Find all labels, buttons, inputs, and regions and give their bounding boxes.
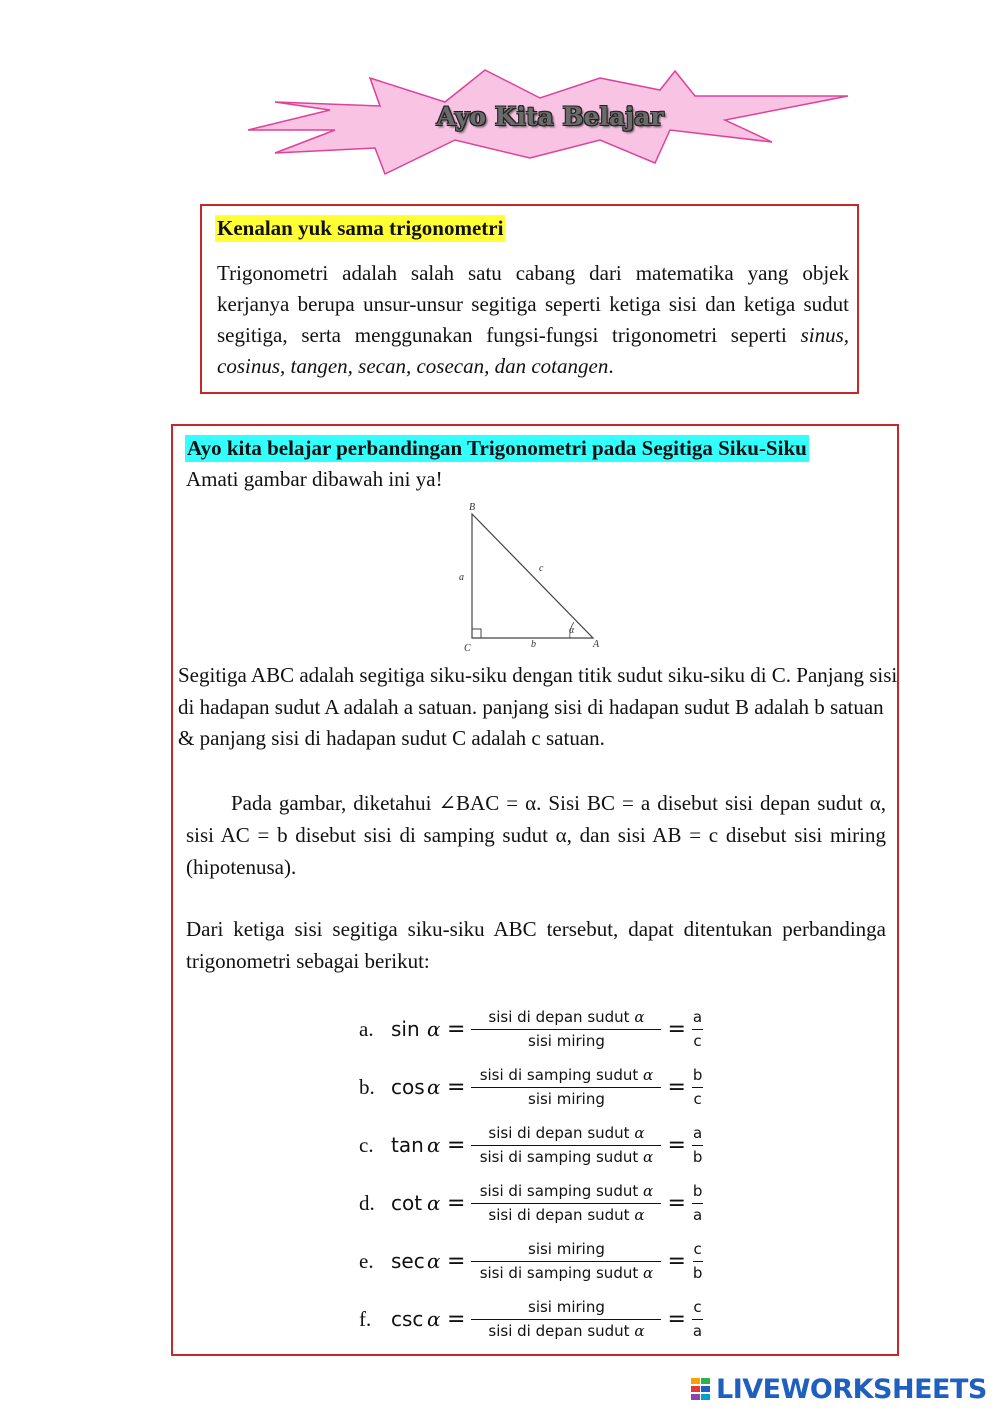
side-b-label: b: [531, 639, 536, 650]
formula-row: f. csc α = $\frac{\text{sisi miring}}{\text{sisi di depan sudut α}}$ = $\frac{c}{a}$: [359, 1297, 703, 1340]
formula-row: a. sin α = $\frac{\text{sisi di depan sudut α}}{\text{sisi miring}}$ = $\frac{a}{c}$: [359, 1007, 703, 1050]
formula-label: c.: [359, 1132, 374, 1157]
intro-paragraph: Trigonometri adalah salah satu cabang dari matematika yang objek kerjanya berupa unsur-unsur segitiga seperti ketiga sisi dan ketiga sudut segitiga, serta menggunakan fungsi-fungsi trigonometri seperti sinus, cosinus, tangen, secan, cosecan, dan cotangen.: [217, 261, 849, 378]
vertex-b-label: B: [469, 502, 476, 513]
formula-function: cos: [391, 1075, 425, 1099]
formula-label: a.: [359, 1016, 374, 1041]
side-fraction: $\frac{b}{a}$: [692, 1181, 703, 1224]
side-fraction: $\frac{c}{b}$: [692, 1239, 703, 1282]
formula-label: e.: [359, 1248, 374, 1273]
angle-alpha-label: α: [569, 625, 575, 636]
side-a-label: a: [459, 572, 464, 583]
formula-label: d.: [359, 1190, 375, 1215]
formula-function: tan: [391, 1133, 424, 1157]
side-fraction: $\frac{a}{b}$: [692, 1123, 703, 1166]
liveworksheets-logo-icon: [690, 1376, 712, 1402]
lesson-subheading: Amati gambar dibawah ini ya!: [186, 467, 443, 491]
banner: [240, 68, 860, 178]
banner-title: Ayo Kita Belajar: [436, 102, 664, 131]
formula-label: b.: [359, 1074, 375, 1099]
ratio-fraction: $\frac{\text{sisi di depan sudut α}}{\text{sisi miring}}$: [471, 1008, 661, 1051]
formula-function: sec: [391, 1249, 425, 1273]
formula-row: e. sec α = $\frac{\text{sisi miring}}{\text{sisi di samping sudut α}}$ = $\frac{c}{b}$: [359, 1239, 703, 1282]
side-naming-paragraph: Pada gambar, diketahui ∠BAC = α. Sisi BC = a disebut sisi depan sudut α, sisi AC = b disebut sisi di samping sudut α, dan sisi AB = c disebut sisi miring (hipotenusa).: [186, 791, 886, 879]
liveworksheets-logo[interactable]: [690, 1373, 987, 1405]
formula-label: f.: [359, 1306, 372, 1331]
triangle-description: Segitiga ABC adalah segitiga siku-siku dengan titik sudut siku-siku di C. Panjang sisi di hadapan sudut A adalah a satuan. panjang sisi di hadapan sudut B adalah b satuan & panjang sisi di hadapan sudut C adalah c satuan.: [178, 663, 898, 750]
side-fraction: $\frac{b}{c}$: [692, 1065, 703, 1108]
formula-function: csc: [391, 1307, 424, 1331]
ratio-fraction: $\frac{\text{sisi miring}}{\text{sisi di depan sudut α}}$: [471, 1298, 661, 1341]
formula-row: c. tan α = $\frac{\text{sisi di depan sudut α}}{\text{sisi di samping sudut α}}$ = $\frac{a}{b}$: [359, 1123, 703, 1166]
ratio-intro-paragraph: Dari ketiga sisi segitiga siku-siku ABC tersebut, dapat ditentukan perbandinga trigonometri sebagai berikut:: [186, 917, 886, 973]
ratio-fraction: $\frac{\text{sisi miring}}{\text{sisi di samping sudut α}}$: [471, 1240, 661, 1283]
formula-row: b. cos α = $\frac{\text{sisi di samping sudut α}}{\text{sisi miring}}$ = $\frac{b}{c}$: [359, 1065, 703, 1108]
lesson-heading: Ayo kita belajar perbandingan Trigonometri pada Segitiga Siku-Siku: [187, 436, 807, 460]
side-fraction: $\frac{a}{c}$: [692, 1007, 703, 1050]
formula-function: sin: [391, 1017, 420, 1041]
formula-function: cot: [391, 1191, 423, 1215]
side-fraction: $\frac{c}{a}$: [692, 1297, 703, 1340]
side-c-label: c: [539, 563, 544, 574]
ratio-fraction: $\frac{\text{sisi di depan sudut α}}{\text{sisi di samping sudut α}}$: [471, 1124, 661, 1167]
liveworksheets-logo-text: LIVEWORKSHEETS: [716, 1373, 987, 1405]
function-list: sinus, cosinus, tangen, secan, cosecan, dan cotangen: [217, 323, 849, 378]
intro-heading: Kenalan yuk sama trigonometri: [217, 216, 504, 240]
formula-row: d. cot α = $\frac{\text{sisi di samping sudut α}}{\text{sisi di depan sudut α}}$ = $\frac{b}{a}$: [359, 1181, 703, 1224]
vertex-c-label: C: [464, 643, 471, 654]
intro-box: [200, 204, 859, 394]
vertex-a-label: A: [593, 639, 600, 650]
ratio-fraction: $\frac{\text{sisi di samping sudut α}}{\text{sisi miring}}$: [471, 1066, 661, 1109]
ratio-fraction: $\frac{\text{sisi di samping sudut α}}{\text{sisi di depan sudut α}}$: [471, 1182, 661, 1225]
lesson-box: [171, 424, 899, 1356]
right-triangle-diagram: [443, 500, 613, 660]
